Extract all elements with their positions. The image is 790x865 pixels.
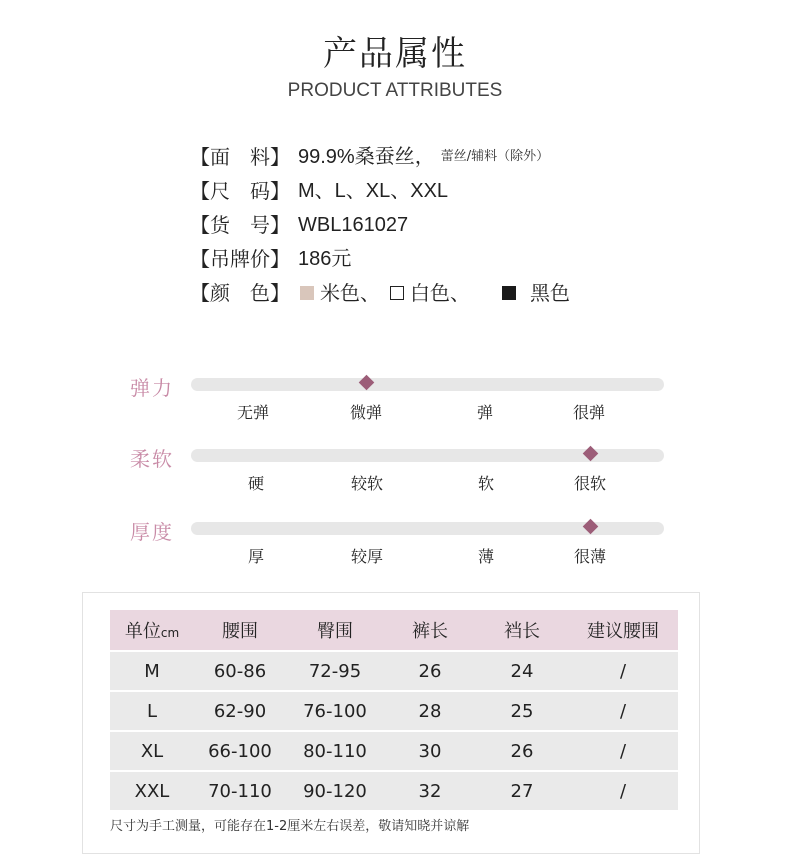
attr-value: M、L、XL、XXL <box>298 180 449 202</box>
attr-item-no <box>190 208 578 242</box>
header-cell: 腰围 <box>222 621 258 642</box>
table-cell: 28 <box>418 700 442 722</box>
table-cell: 76-100 <box>303 700 367 722</box>
scale-tick: 软 <box>477 474 495 493</box>
scale-track <box>191 378 664 391</box>
scale-tick: 厚 <box>247 547 265 566</box>
table-cell: 32 <box>418 780 442 802</box>
scale-tick: 薄 <box>477 547 495 566</box>
table-cell: 30 <box>418 740 442 762</box>
size-table-card <box>82 592 700 854</box>
table-cell: 26 <box>418 660 442 682</box>
attr-fabric <box>190 140 578 174</box>
header-cell: 建议腰围 <box>587 621 659 642</box>
attr-tag-price <box>190 242 578 276</box>
header-cell: 臀围 <box>317 621 353 642</box>
table-header-row <box>110 610 678 651</box>
header-cell: 裤长 <box>412 621 448 642</box>
table-cell: 90-120 <box>303 780 367 802</box>
table-cell: M <box>144 660 160 682</box>
header-cell: 单位cm <box>124 621 180 642</box>
white-swatch-icon <box>390 286 404 300</box>
attribute-list <box>190 140 578 310</box>
table-cell: 60-86 <box>213 660 267 682</box>
page-subtitle: PRODUCT ATTRIBUTES <box>287 80 503 101</box>
scale-label: 弹力 <box>130 376 174 400</box>
color-option: 米色、 <box>320 281 380 305</box>
attr-label: 【颜 色】 <box>190 281 290 305</box>
table-cell: 70-110 <box>208 780 272 802</box>
table-cell: 62-90 <box>213 700 267 722</box>
scale-tick: 微弹 <box>349 403 383 422</box>
measurement-note: 尺寸为手工测量，可能存在1-2厘米左右误差，敬请知晓并谅解 <box>110 819 470 834</box>
table-cell: / <box>619 740 627 762</box>
table-cell: 27 <box>510 780 534 802</box>
table-cell: 72-95 <box>308 660 362 682</box>
table-cell: 80-110 <box>303 740 367 762</box>
table-cell: L <box>146 700 158 722</box>
table-cell: XXL <box>134 780 170 802</box>
table-cell: / <box>619 700 627 722</box>
scale-tick: 无弹 <box>236 403 270 422</box>
color-option: 黑色 <box>530 281 570 305</box>
attr-label: 【货 号】 <box>190 213 290 237</box>
table-cell: 25 <box>510 700 534 722</box>
table-cell: 66-100 <box>208 740 272 762</box>
table-cell: XL <box>140 740 164 762</box>
attr-size <box>190 174 578 208</box>
beige-swatch-icon <box>300 286 314 300</box>
attr-label: 【尺 码】 <box>190 179 290 203</box>
attr-value: WBL161027 <box>298 214 409 236</box>
attr-color <box>190 276 578 310</box>
table-cell: / <box>619 780 627 802</box>
header-cell: 裆长 <box>504 621 540 642</box>
table-cell: 26 <box>510 740 534 762</box>
attr-value: 186元 <box>298 248 352 270</box>
scale-tick: 弹 <box>476 403 494 422</box>
table-row <box>110 651 678 691</box>
black-swatch-icon <box>502 286 516 300</box>
table-row <box>110 771 678 810</box>
table-cell: / <box>619 660 627 682</box>
scale-label: 柔软 <box>130 447 174 471</box>
attr-label: 【面 料】 <box>190 145 290 169</box>
scale-tick: 很薄 <box>573 547 607 566</box>
scale-tick: 很弹 <box>572 403 606 422</box>
table-row <box>110 691 678 731</box>
scale-tick: 很软 <box>573 474 607 493</box>
scale-label: 厚度 <box>130 520 174 544</box>
attr-note: 蕾丝/辅料（除外） <box>440 149 550 164</box>
size-table <box>110 610 678 810</box>
scale-tick: 较厚 <box>350 547 384 566</box>
table-cell: 24 <box>510 660 534 682</box>
attr-label: 【吊牌价】 <box>190 247 290 271</box>
page-title: 产品属性 <box>323 34 467 74</box>
color-option: 白色、 <box>410 281 470 305</box>
scale-tick: 较软 <box>350 474 384 493</box>
attr-value: 99.9%桑蚕丝， <box>298 146 435 168</box>
scale-tick: 硬 <box>247 474 265 493</box>
table-row <box>110 731 678 771</box>
